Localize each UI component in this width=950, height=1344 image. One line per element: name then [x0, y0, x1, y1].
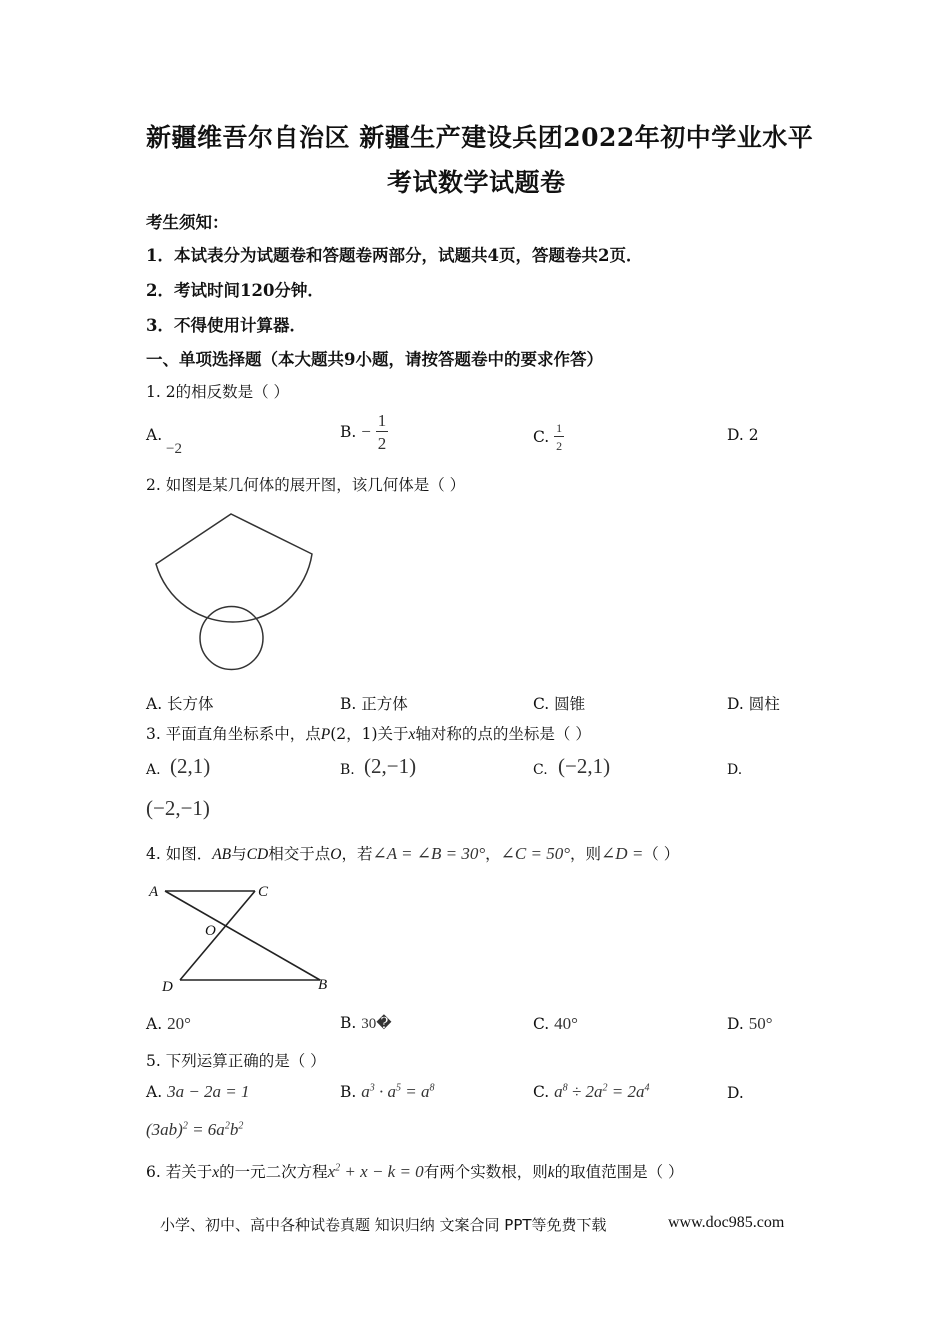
- q1-option-c: [533, 422, 564, 452]
- q3-option-c-value: (−2,1): [558, 754, 611, 778]
- q1-option-b-sign: −: [361, 422, 371, 441]
- q3-option-b-label: B.: [340, 762, 355, 778]
- paper-title-line1: 新疆维吾尔自治区 新疆生产建设兵团2022年初中学业水平: [146, 123, 814, 152]
- q2-option-c: C. 圆锥: [533, 695, 586, 713]
- q1-option-d: D. 2: [727, 426, 759, 444]
- q4-intersecting-lines-figure: [145, 878, 345, 998]
- q5-option-c: [533, 1082, 650, 1102]
- q4-stem-and: 与: [231, 845, 247, 863]
- q5-option-c-label: C.: [533, 1083, 550, 1101]
- q1-option-b: [340, 412, 388, 452]
- q4-option-a-label: A.: [146, 1015, 163, 1033]
- q4-line-ab: [165, 891, 320, 980]
- q4-label-b: B: [318, 977, 328, 993]
- q4-option-d-label: D.: [727, 1015, 744, 1033]
- q2-option-a: A. 长方体: [146, 695, 214, 713]
- q6-stem: [146, 1160, 684, 1182]
- q5-option-c-expression: $a^8 \div 2a^2 = 2a^4$: [554, 1082, 650, 1101]
- q4-label-a: A: [149, 884, 159, 900]
- q4-option-a: [146, 1014, 191, 1034]
- q6-variable-k: k: [547, 1164, 555, 1181]
- q4-stem-end: （ ）: [643, 845, 680, 863]
- q4-stem: [146, 842, 679, 864]
- q4-option-d-value: 50°: [748, 1014, 773, 1033]
- q3-stem: [146, 722, 591, 744]
- q4-option-c-label: C.: [533, 1015, 550, 1033]
- q3-option-d-value: (−2,−1): [146, 796, 210, 820]
- q5-option-a-value: 3a − 2a = 1: [167, 1082, 250, 1101]
- q4-stem-if: ，若: [341, 845, 373, 863]
- notice-item-3: 3．不得使用计算器．: [146, 316, 306, 335]
- q1-option-c-fraction: [554, 422, 564, 452]
- q3-stem-pre: 3. 平面直角坐标系中，点: [146, 725, 321, 743]
- q4-option-b-label: B.: [340, 1014, 357, 1032]
- q4-option-a-value: 20°: [167, 1014, 191, 1033]
- q6-equation: $x^2 + x - k = 0$: [327, 1162, 424, 1181]
- q2-base-circle: [200, 607, 263, 670]
- notice-heading: 考生须知：: [146, 213, 229, 232]
- q4-segment-cd: CD: [246, 846, 269, 863]
- q3-option-a-value: (2,1): [170, 754, 211, 778]
- q3-stem-post: 轴对称的点的坐标是（ ）: [415, 725, 591, 743]
- notice-item-1: 1．本试表分为试题卷和答题卷两部分，试题共4页，答题卷共2页．: [146, 246, 643, 265]
- q1-option-a-value: −2: [166, 441, 182, 457]
- q2-option-d: D. 圆柱: [727, 695, 780, 713]
- q6-stem-end: 的取值范围是（ ）: [554, 1163, 684, 1181]
- q1-stem: 1. 2的相反数是（ ）: [146, 383, 290, 401]
- q4-label-c: C: [258, 884, 269, 900]
- q3-axis-x: x: [408, 726, 416, 743]
- q4-option-c: [533, 1014, 578, 1034]
- q4-point-o: O: [330, 846, 342, 863]
- q4-option-d: [727, 1014, 773, 1034]
- q5-option-d-expression: $(3ab)^2 = 6a^2b^2$: [146, 1120, 244, 1139]
- q6-stem-mid: 的一元二次方程: [219, 1163, 328, 1181]
- q1-option-a: [146, 426, 162, 444]
- q1-option-c-numerator: 1: [556, 421, 563, 435]
- q1-option-b-denominator: 2: [377, 434, 387, 453]
- q3-option-d-label: D.: [727, 762, 743, 778]
- q4-comma: ，: [485, 845, 501, 863]
- q5-option-b: [340, 1082, 435, 1102]
- q5-stem: 5. 下列运算正确的是（ ）: [146, 1052, 326, 1070]
- q4-label-o: O: [205, 923, 216, 939]
- q1-option-a-label: A.: [146, 426, 163, 444]
- q2-option-b: B. 正方体: [340, 695, 408, 713]
- q3-option-a-label: A.: [146, 762, 161, 778]
- q2-stem: 2. 如图是某几何体的展开图，该几何体是（ ）: [146, 476, 466, 494]
- q5-option-d-label: D.: [727, 1084, 744, 1102]
- q3-stem-mid: (2，1)关于: [330, 725, 409, 743]
- paper-title-line2: 考试数学试题卷: [387, 168, 566, 197]
- q3-point-p: P: [320, 726, 331, 743]
- q4-option-c-value: 40°: [554, 1014, 578, 1033]
- q3-option-b-value: (2,−1): [364, 754, 417, 778]
- q1-option-b-numerator: 1: [377, 411, 387, 430]
- section-heading-1: 一、单项选择题（本大题共9小题，请按答题卷中的要求作答）: [146, 350, 603, 369]
- q5-option-b-label: B.: [340, 1083, 357, 1101]
- q4-stem-then: ，则: [570, 845, 602, 863]
- q2-net-figure: [145, 508, 335, 678]
- q1-option-c-label: C.: [533, 428, 550, 446]
- q5-option-a-label: A.: [146, 1083, 163, 1101]
- q2-sector-shape: [156, 514, 312, 622]
- notice-item-2: 2．考试时间120分钟．: [146, 281, 324, 300]
- q4-stem-pre: 4. 如图．: [146, 845, 213, 863]
- q4-ask: ∠D =: [601, 844, 644, 863]
- q4-segment-ab: AB: [212, 846, 232, 863]
- q6-stem-pre: 6. 若关于: [146, 1163, 213, 1181]
- q1-option-c-denominator: 2: [556, 439, 563, 453]
- q5-option-b-expression: $a^3 \cdot a^5 = a^8$: [361, 1082, 435, 1101]
- q6-variable-x: x: [212, 1164, 220, 1181]
- q1-option-b-fraction: [376, 412, 389, 452]
- q4-stem-mid: 相交于点: [268, 845, 331, 863]
- footer-website[interactable]: www.doc985.com: [668, 1214, 785, 1231]
- q4-condition-1: ∠A = ∠B = 30°: [372, 844, 486, 863]
- q5-option-a: [146, 1082, 250, 1102]
- q6-stem-post: 有两个实数根，则: [423, 1163, 548, 1181]
- q1-option-b-label: B.: [340, 423, 357, 441]
- footer-left-text: 小学、初中、高中各种试卷真题 知识归纳 文案合同 PPT等免费下载: [160, 1216, 607, 1234]
- q4-option-b: [340, 1014, 392, 1033]
- q4-condition-2: ∠C = 50°: [500, 844, 571, 863]
- q4-option-b-value: 30�: [361, 1016, 392, 1032]
- q4-label-d: D: [162, 979, 173, 995]
- q3-option-c-label: C.: [533, 762, 548, 778]
